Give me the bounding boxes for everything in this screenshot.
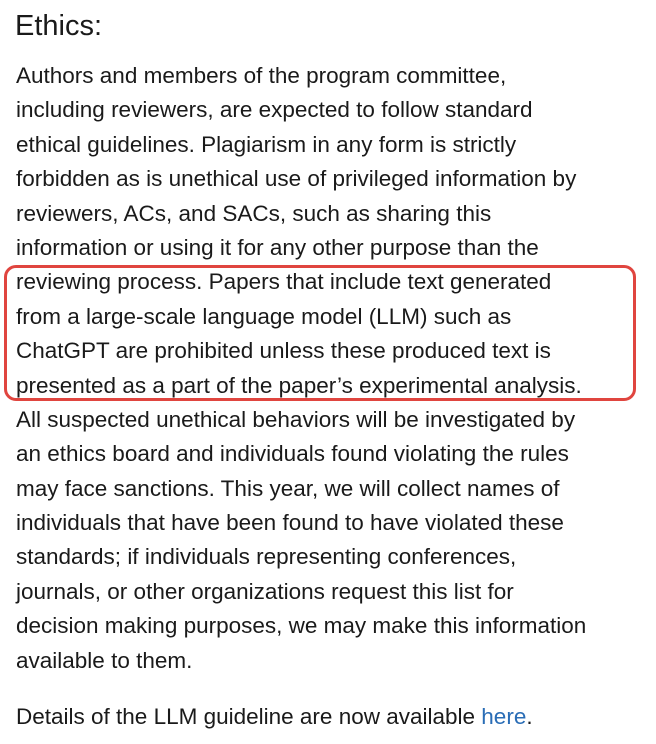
footer-period: .: [526, 704, 533, 729]
highlighted-line: reviewing process. Papers that include text generated: [16, 269, 552, 295]
section-heading: Ethics:: [15, 10, 103, 42]
paragraph-line: including reviewers, are expected to follow standard: [16, 97, 533, 123]
paragraph-line: journals, or other organizations request this list for: [16, 578, 514, 604]
paragraph-line: Authors and members of the program committee,: [16, 63, 507, 88]
llm-policy-highlight-box: [4, 265, 636, 401]
paragraph-line: All suspected unethical behaviors will be investigated by: [16, 406, 576, 432]
highlighted-line: ChatGPT are prohibited unless these produced text is: [16, 338, 551, 364]
paragraph-line: an ethics board and individuals found violating the rules: [16, 441, 569, 467]
highlighted-line: presented as a part of the paper’s experimental analysis.: [16, 372, 582, 398]
footer-text: Details of the LLM guideline are now available: [16, 704, 482, 729]
paragraph-line: may face sanctions. This year, we will collect names of: [16, 475, 560, 501]
here-link[interactable]: here: [481, 704, 527, 729]
paragraph-line: available to them.: [16, 647, 193, 673]
llm-guideline-note: [16, 700, 533, 734]
paragraph-line: information or using it for any other purpose than the: [16, 234, 539, 260]
paragraph-line: decision making purposes, we may make this information: [16, 613, 587, 639]
paragraph-line: reviewers, ACs, and SACs, such as sharing this: [16, 200, 492, 226]
highlighted-line: from a large-scale language model (LLM) such as: [16, 303, 512, 329]
paragraph-line: individuals that have been found to have violated these: [16, 510, 564, 536]
paragraph-line: ethical guidelines. Plagiarism in any form is strictly: [16, 131, 517, 157]
paragraph-line: standards; if individuals representing conferences,: [16, 544, 517, 570]
paragraph-line: forbidden as is unethical use of privileged information by: [16, 166, 577, 192]
